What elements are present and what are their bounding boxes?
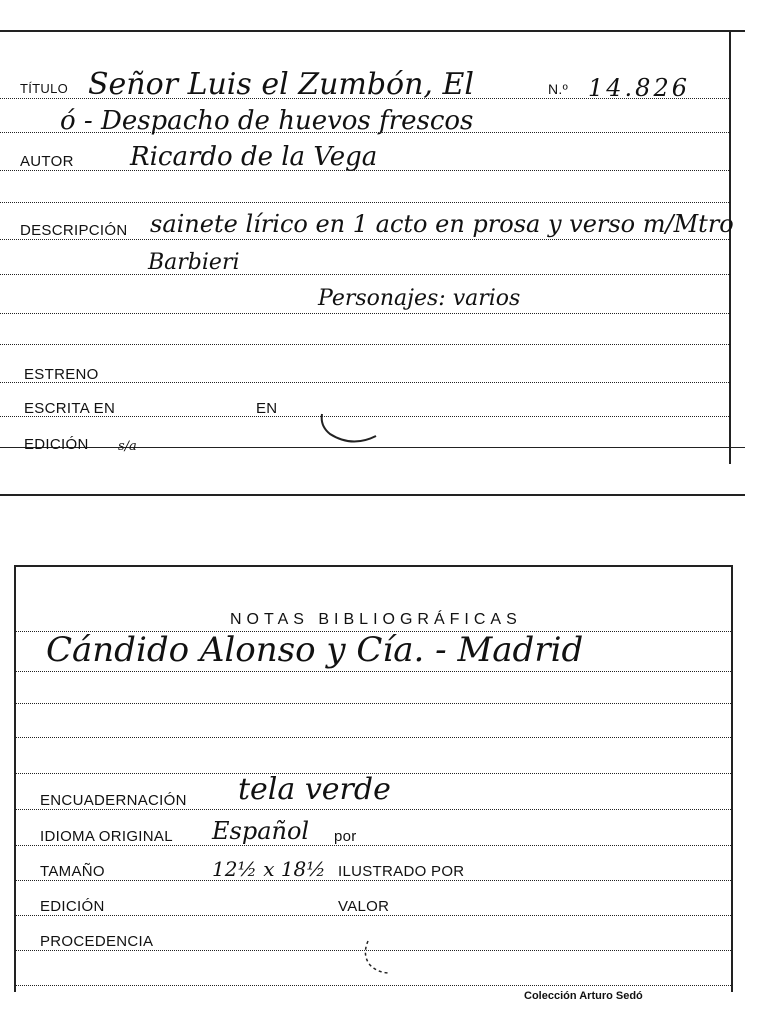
- encuadernacion-value: tela verde: [238, 772, 391, 807]
- subtitle-value: ó - Despacho de huevos frescos: [60, 106, 474, 136]
- autor-label: AUTOR: [20, 153, 74, 170]
- idioma-value: Español: [212, 817, 310, 845]
- rule-descripcion-2: [0, 274, 731, 275]
- titulo-label: TÍTULO: [20, 81, 69, 96]
- top-catalog-card: [0, 30, 745, 496]
- rule-estreno: [0, 382, 731, 383]
- escrita-en-label: ESCRITA EN: [24, 400, 116, 417]
- punch-hole-mark: [318, 412, 388, 448]
- notas-value: Cándido Alonso y Cía. - Madrid: [46, 630, 584, 670]
- rule-encuadernacion: [16, 809, 731, 810]
- rule-idioma: [16, 845, 731, 846]
- tamano-label: TAMAÑO: [40, 863, 105, 880]
- edicion-value: s/a: [118, 439, 137, 454]
- collection-credit: Colección Arturo Sedó: [524, 990, 643, 1002]
- edicion-label: EDICIÓN: [24, 436, 89, 453]
- personajes-value: Personajes: varios: [318, 286, 521, 311]
- rule-tamano: [16, 880, 731, 881]
- estreno-label: ESTRENO: [24, 366, 99, 383]
- notas-heading: NOTAS BIBLIOGRÁFICAS: [230, 611, 522, 628]
- titulo-value: Señor Luis el Zumbón, El: [88, 67, 474, 102]
- descripcion-value: sainete lírico en 1 acto en prosa y verso m/Mtro: [150, 210, 734, 238]
- encuadernacion-label: ENCUADERNACIÓN: [40, 792, 187, 809]
- descripcion-value-2: Barbieri: [148, 250, 240, 275]
- rule-personajes: [0, 313, 731, 314]
- punch-hole-mark-2: [360, 939, 400, 979]
- bottom-catalog-card: [14, 565, 733, 992]
- rule-notas-4: [16, 737, 731, 738]
- tamano-value: 12½ x 18½: [212, 857, 326, 881]
- rule-notas-3: [16, 703, 731, 704]
- rule-descripcion: [0, 239, 731, 240]
- en-label: EN: [256, 400, 278, 417]
- numero-label: N.º: [548, 81, 569, 97]
- valor-label: VALOR: [338, 898, 390, 915]
- procedencia-label: PROCEDENCIA: [40, 933, 154, 950]
- rule-edicion-2: [16, 915, 731, 916]
- ilustrado-label: ILUSTRADO POR: [338, 863, 465, 880]
- rule-blank-2: [0, 344, 731, 345]
- card-right-border: [729, 32, 731, 464]
- numero-value: 14.826: [588, 74, 690, 102]
- rule-notas-2: [16, 671, 731, 672]
- autor-value: Ricardo de la Vega: [130, 142, 378, 172]
- idioma-label: IDIOMA ORIGINAL: [40, 828, 173, 845]
- rule-blank-1: [0, 202, 731, 203]
- edicion-label-2: EDICIÓN: [40, 898, 105, 915]
- rule-bottom: [16, 985, 731, 986]
- descripcion-label: DESCRIPCIÓN: [20, 222, 128, 239]
- por-label: por: [334, 828, 357, 845]
